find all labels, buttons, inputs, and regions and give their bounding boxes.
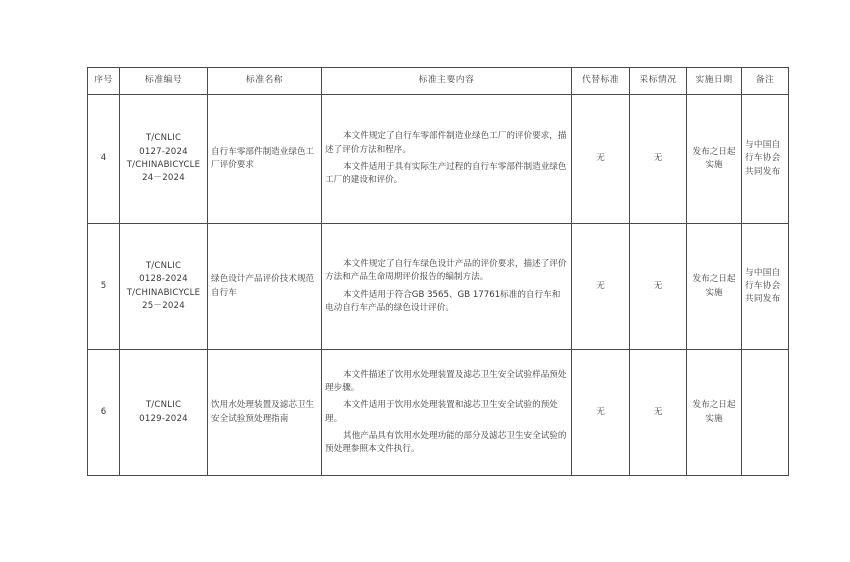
- content-cell: [322, 95, 572, 224]
- table-header-row: [88, 68, 789, 95]
- standards-table: [87, 67, 789, 476]
- content-paragraph: 本文件适用于饮用水处理装置和滤芯卫生安全试验的预处理。: [325, 400, 558, 424]
- header-name: 标准名称: [208, 68, 322, 95]
- code-line: T/CHINABICYCLE: [126, 287, 201, 298]
- content-cell: [322, 350, 572, 476]
- header-adopt: 采标情况: [630, 68, 687, 95]
- table-row: [88, 350, 789, 476]
- code-line: 24－2024: [142, 173, 185, 184]
- code-line: T/CHINABICYCLE: [126, 160, 201, 170]
- note-cell: 与中国自行车协会共同发布: [742, 224, 789, 350]
- code-line: T/CNLIC: [145, 260, 182, 271]
- note-cell: [742, 350, 789, 476]
- code-line: 0127-2024: [139, 146, 188, 157]
- replace-cell: 无: [572, 224, 630, 350]
- code-line: T/CNLIC: [145, 133, 182, 144]
- content-paragraph: 本文件描述了饮用水处理装置及滤芯卫生安全试验样品预处理步骤。: [325, 369, 567, 393]
- replace-cell: 无: [572, 95, 630, 224]
- code-line: 25－2024: [142, 300, 185, 311]
- name-cell: 饮用水处理装置及滤芯卫生安全试验预处理指南: [208, 350, 322, 476]
- code-cell: [120, 224, 208, 350]
- code-line: 0128-2024: [139, 274, 188, 285]
- table-row: [88, 224, 789, 350]
- date-cell: 发布之日起实施: [687, 95, 742, 224]
- code-cell: [120, 95, 208, 224]
- adopt-cell: 无: [630, 95, 687, 224]
- name-cell: 绿色设计产品评价技术规范 自行车: [208, 224, 322, 350]
- header-date: 实施日期: [687, 68, 742, 95]
- seq-cell: 4: [88, 95, 120, 224]
- adopt-cell: 无: [630, 224, 687, 350]
- header-seq: 序号: [88, 68, 120, 95]
- replace-cell: 无: [572, 350, 630, 476]
- header-replace: 代替标准: [572, 68, 630, 95]
- content-cell: [322, 224, 572, 350]
- content-paragraph: 其他产品具有饮用水处理功能的部分及滤芯卫生安全试验的预处理参照本文件执行。: [325, 430, 567, 455]
- content-paragraph: 本文件规定了自行车零部件制造业绿色工厂的评价要求，描述了评价方法和程序。: [325, 131, 567, 155]
- date-cell: 发布之日起实施: [687, 224, 742, 350]
- adopt-cell: 无: [630, 350, 687, 476]
- name-cell: 自行车零部件制造业绿色工厂评价要求: [208, 95, 322, 224]
- content-paragraph: 本文件适用于具有实际生产过程的自行车零部件制造业绿色工厂的建设和评价。: [325, 162, 567, 186]
- header-code: 标准编号: [120, 68, 208, 95]
- note-cell: 与中国自行车协会共同发布: [742, 95, 789, 224]
- code-line: 0129-2024: [139, 413, 188, 424]
- header-note: 备注: [742, 68, 789, 95]
- content-paragraph: 本文件适用于符合GB 3565、GB 17761标准的自行车和电动自行车产品的绿色设计评价。: [325, 289, 561, 313]
- table-row: [88, 95, 789, 224]
- code-line: T/CNLIC: [145, 400, 182, 411]
- seq-cell: 6: [88, 350, 120, 476]
- date-cell: 发布之日起实施: [687, 350, 742, 476]
- seq-cell: 5: [88, 224, 120, 350]
- header-content: 标准主要内容: [322, 68, 572, 95]
- content-paragraph: 本文件规定了自行车绿色设计产品的评价要求，描述了评价方法和产品生命周期评价报告的编制方法。: [325, 258, 567, 283]
- code-cell: [120, 350, 208, 476]
